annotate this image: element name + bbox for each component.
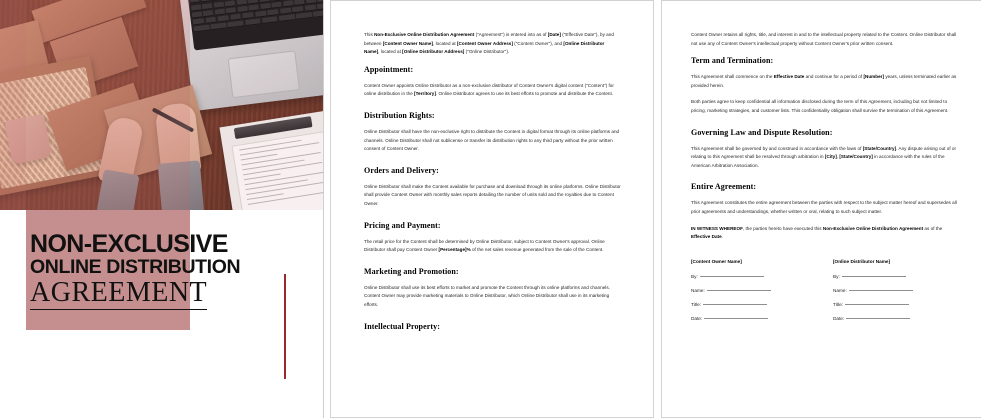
section-heading: Marketing and Promotion: — [364, 266, 459, 276]
page-three-sections — [691, 56, 959, 242]
signature-block — [833, 258, 959, 329]
laptop — [179, 0, 324, 111]
laptop-keyboard — [188, 0, 324, 51]
cover-title-line-3: AGREEMENT — [30, 277, 208, 308]
page-three-body — [662, 1, 981, 417]
intro-paragraph: This Non-Exclusive Online Distribution Agreement ("Agreement") is entered into as of [Date] ("Effective Date"), by and between [Content Owner Name], located at [Content Owner Address] ("Content Owner"), and [Online Distributor Name], located at [Online Distributor Address] ("Online Distributor"). — [364, 32, 614, 55]
signature-field-rule — [846, 318, 910, 319]
signature-field[interactable] — [691, 287, 817, 294]
signature-field-rule — [849, 290, 913, 291]
section-paragraph: This Agreement shall commence on the Effective Date and continue for a period of [Number] years, unless terminated earlier as provided herein. — [691, 74, 957, 88]
section-paragraph: Both parties agree to keep confidential all information disclosed during the term of this Agreement, including but not limited to pricing, marketing strategies, and customer lists. This confidentiality obligation shall survive the termination of this Agreement. — [691, 99, 949, 113]
document-page-three[interactable] — [661, 0, 981, 418]
signature-party-name: [Online Distributor Name] — [833, 258, 891, 264]
signature-party-name: [Content Owner Name] — [691, 258, 742, 264]
signature-field-rule — [707, 290, 771, 291]
page-two-body — [331, 1, 653, 417]
clipboard — [219, 110, 324, 210]
cover-photo — [0, 0, 324, 210]
page-two-sections — [364, 65, 621, 332]
signature-blocks — [691, 258, 959, 329]
signature-block — [691, 258, 817, 329]
section-paragraph: Content Owner appoints Online Distributor as a non-exclusive distributor of Content Owner's digital content ("Content") for online distribution in the [Territory]. Online Distributor agrees to use its best efforts to promote and distribute the Content. — [364, 82, 614, 97]
section-heading: Appointment: — [364, 64, 414, 74]
section-heading: Term and Termination: — [691, 56, 774, 66]
signature-field-rule — [703, 304, 767, 305]
section-paragraph: Online Distributor shall use its best efforts to market and promote the Content through its online platforms and channels. Content Owner may provide marketing materials to Online Distributor, which Online Distributor shall use in its marketing efforts. — [364, 284, 610, 307]
sleeve-right — [158, 160, 205, 210]
cover-photo-scene — [0, 0, 324, 210]
signature-field-label: Name: — [691, 287, 705, 293]
signature-field-rule — [704, 318, 768, 319]
signature-field[interactable] — [833, 315, 959, 322]
section-heading: Entire Agreement: — [691, 182, 757, 192]
signature-field-label: By: — [691, 273, 698, 279]
signature-field-label: Date: — [691, 315, 703, 321]
section-heading: Governing Law and Dispute Resolution: — [691, 127, 833, 137]
section-heading: Pricing and Payment: — [364, 220, 441, 230]
cover-title-line-2: ONLINE DISTRIBUTION — [30, 256, 241, 278]
section-paragraph: This Agreement constitutes the entire agreement between the parties with respect to the subject matter hereof and supersedes all prior agreements and understandings, whether written or oral, relating to such subject matter. — [691, 200, 957, 214]
signature-field-label: Title: — [833, 301, 843, 307]
signature-field-rule — [845, 304, 909, 305]
document-page-cover[interactable] — [0, 0, 324, 418]
section-paragraph: The retail price for the Content shall be determined by Online Distributor, subject to Content Owner's approval. Online Distributor shall pay Content Owner [Percentage]% of the net sales revenue generated from the sale of the Content. — [364, 238, 605, 253]
signature-field[interactable] — [691, 273, 817, 280]
laptop-trackpad — [228, 50, 300, 98]
section-paragraph: IN WITNESS WHEREOF, the parties hereto have executed this Non-Exclusive Online Distribution Agreement as of the Effective Date. — [691, 225, 943, 240]
signature-field[interactable] — [691, 301, 817, 308]
signature-field-label: Date: — [833, 315, 845, 321]
clipboard-form — [231, 131, 324, 210]
signature-field[interactable] — [833, 301, 959, 308]
section-heading: Orders and Delivery: — [364, 165, 439, 175]
document-page-two[interactable] — [330, 0, 654, 418]
cover-accent-rule — [284, 274, 286, 379]
signature-field-rule — [700, 276, 764, 277]
lead-paragraph: Content Owner retains all rights, title, and interest in and to the intellectual property related to the Content. Online Distributor shall not use any of Content Owner's intellectual property without Content Owner's prior written consent. — [691, 32, 957, 46]
section-paragraph: This Agreement shall be governed by and construed in accordance with the laws of [State/Country]. Any dispute arising out of or relating to this Agreement shall be resolved through arbitration in [City], [State/Country] in accordance with the rules of the American Arbitration Association. — [691, 145, 957, 168]
section-heading: Intellectual Property: — [364, 321, 441, 331]
signature-field-rule — [842, 276, 906, 277]
section-heading: Distribution Rights: — [364, 110, 435, 120]
sleeve-left — [96, 169, 139, 210]
signature-field[interactable] — [833, 273, 959, 280]
signature-field-label: By: — [833, 273, 840, 279]
signature-field-label: Title: — [691, 301, 701, 307]
signature-field-label: Name: — [833, 287, 847, 293]
cover-title — [30, 232, 316, 310]
cover-title-line-1: NON-EXCLUSIVE — [30, 230, 228, 258]
signature-field[interactable] — [833, 287, 959, 294]
section-paragraph: Online Distributor shall have the non-exclusive right to distribute the Content in digital format through its online platforms and channels. Online Distributor shall not sublicense or transfer its distribution rights to any third party without the prior written consent of Content Owner. — [364, 128, 620, 152]
pink-mug — [4, 114, 52, 165]
section-paragraph: Online Distributor shall make the Content available for purchase and download through its online platforms. Online Distributor shall provide Content Owner with monthly sales reports detailing the number of units sold and the royalties due to Content Owner. — [364, 183, 621, 206]
signature-field[interactable] — [691, 315, 817, 322]
